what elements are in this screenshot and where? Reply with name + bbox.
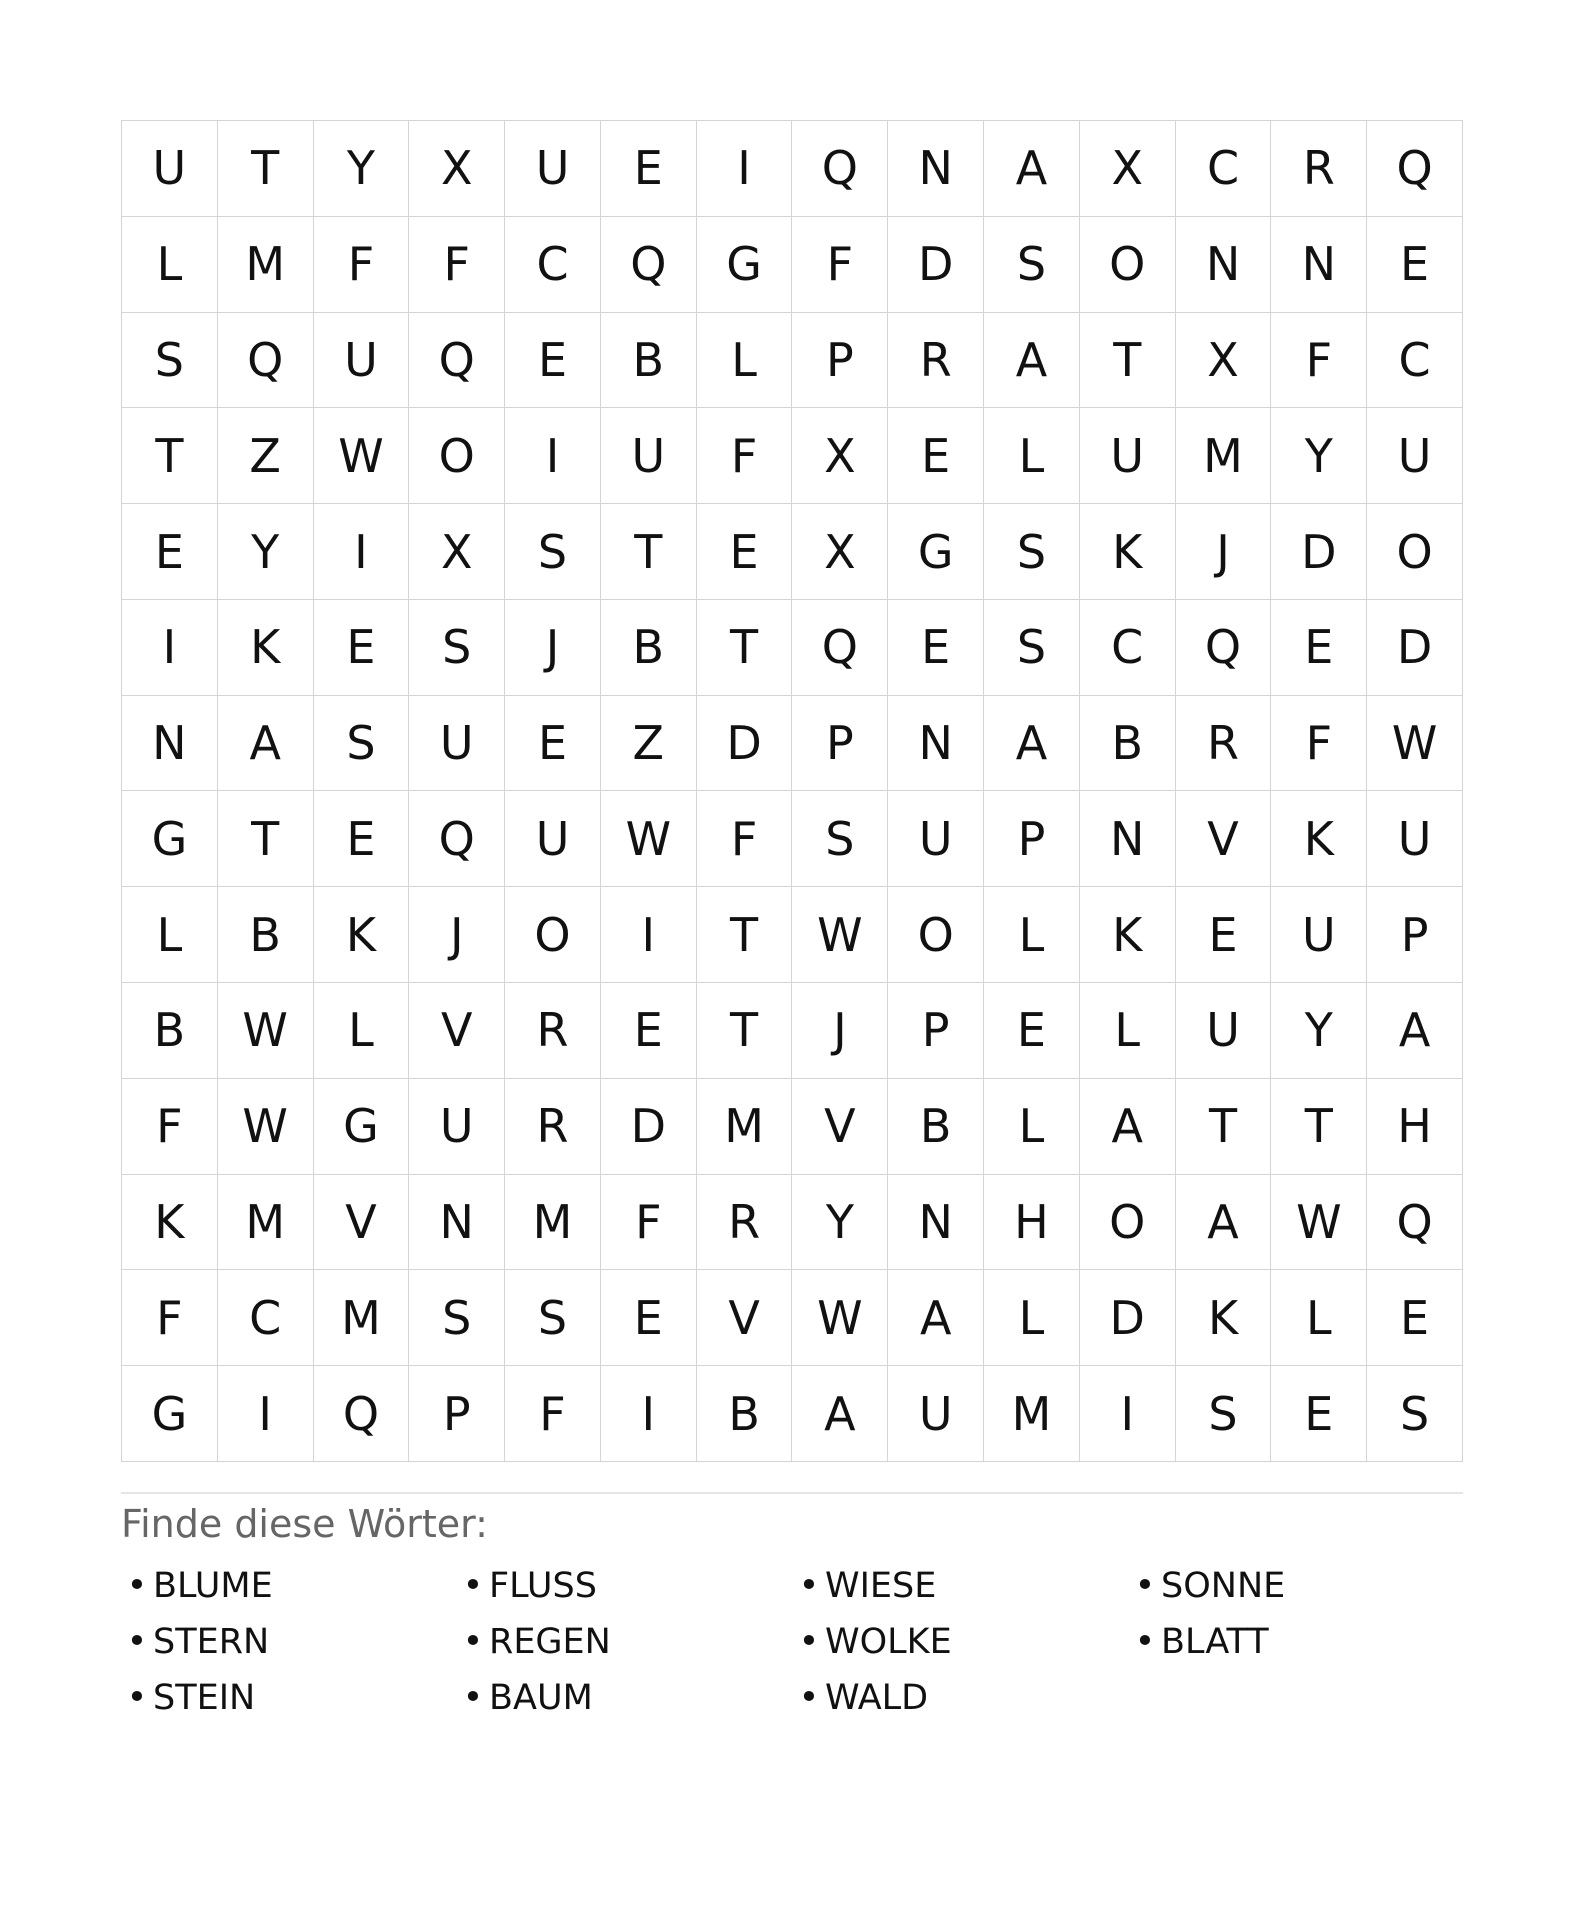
grid-cell[interactable]: L (984, 887, 1080, 983)
grid-cell[interactable]: Q (601, 217, 697, 313)
grid-cell[interactable]: R (888, 313, 984, 409)
grid-cell[interactable]: A (1176, 1175, 1272, 1271)
grid-cell[interactable]: J (1176, 504, 1272, 600)
grid-cell[interactable]: J (505, 600, 601, 696)
grid-cell[interactable]: E (601, 983, 697, 1079)
bullet: • (798, 1677, 820, 1718)
grid-cell[interactable]: E (1271, 600, 1367, 696)
grid-cell[interactable]: T (697, 600, 793, 696)
grid-cell[interactable]: L (314, 983, 410, 1079)
grid-cell[interactable]: F (122, 1270, 218, 1366)
grid-cell[interactable]: E (601, 1270, 697, 1366)
grid-cell[interactable]: G (122, 1366, 218, 1462)
word-list-item (793, 1564, 1129, 1607)
word-search-puzzle (121, 120, 1463, 1719)
grid-cell[interactable]: O (1080, 217, 1176, 313)
grid-cell[interactable]: N (1271, 217, 1367, 313)
grid-cell[interactable]: M (697, 1079, 793, 1175)
grid-cell[interactable]: E (1176, 887, 1272, 983)
word-label: WALD (825, 1677, 929, 1718)
grid-cell[interactable]: F (697, 791, 793, 887)
divider (121, 1492, 1463, 1494)
grid-cell[interactable]: C (1176, 121, 1272, 217)
grid-cell[interactable]: F (1271, 313, 1367, 409)
grid-cell[interactable]: T (601, 504, 697, 600)
grid-cell[interactable]: T (218, 791, 314, 887)
grid-cell[interactable]: Z (218, 408, 314, 504)
grid-cell[interactable]: M (1176, 408, 1272, 504)
grid-cell[interactable]: E (1271, 1366, 1367, 1462)
grid-cell[interactable]: I (601, 887, 697, 983)
grid-cell[interactable]: D (1367, 600, 1463, 696)
grid-cell[interactable]: T (1176, 1079, 1272, 1175)
grid-cell[interactable]: I (122, 600, 218, 696)
grid-cell[interactable]: B (1080, 696, 1176, 792)
grid-cell[interactable]: F (122, 1079, 218, 1175)
grid-cell[interactable]: I (314, 504, 410, 600)
grid-cell[interactable]: N (888, 121, 984, 217)
grid-cell[interactable]: V (409, 983, 505, 1079)
word-list-item (793, 1620, 1129, 1663)
letter-grid (121, 120, 1463, 1462)
word-label: SONNE (1161, 1565, 1286, 1606)
grid-cell[interactable]: I (505, 408, 601, 504)
grid-cell[interactable]: U (122, 121, 218, 217)
grid-cell[interactable]: N (1176, 217, 1272, 313)
grid-cell[interactable]: U (1367, 408, 1463, 504)
grid-cell[interactable]: Q (314, 1366, 410, 1462)
grid-cell[interactable]: F (1271, 696, 1367, 792)
grid-cell[interactable]: O (888, 887, 984, 983)
grid-cell[interactable]: A (1080, 1079, 1176, 1175)
word-list-item (121, 1676, 457, 1719)
grid-cell[interactable]: G (314, 1079, 410, 1175)
grid-cell[interactable]: K (218, 600, 314, 696)
word-list-title: Finde diese Wörter: (121, 1502, 488, 1546)
word-label: STERN (153, 1621, 270, 1662)
grid-cell[interactable]: L (122, 887, 218, 983)
grid-cell[interactable]: P (792, 696, 888, 792)
grid-cell[interactable]: P (1367, 887, 1463, 983)
bullet: • (462, 1621, 484, 1662)
grid-cell[interactable]: H (1367, 1079, 1463, 1175)
grid-cell[interactable]: N (122, 696, 218, 792)
grid-cell[interactable]: M (984, 1366, 1080, 1462)
grid-cell[interactable]: A (1367, 983, 1463, 1079)
grid-cell[interactable]: V (1176, 791, 1272, 887)
grid-cell[interactable]: S (984, 504, 1080, 600)
word-label: BLUME (153, 1565, 273, 1606)
grid-cell[interactable]: U (888, 1366, 984, 1462)
grid-cell[interactable]: E (888, 600, 984, 696)
grid-cell[interactable]: C (505, 217, 601, 313)
grid-cell[interactable]: M (218, 217, 314, 313)
grid-cell[interactable]: U (409, 1079, 505, 1175)
bullet: • (798, 1565, 820, 1606)
grid-cell[interactable]: T (1271, 1079, 1367, 1175)
bullet: • (126, 1677, 148, 1718)
grid-cell[interactable]: S (1176, 1366, 1272, 1462)
grid-cell[interactable]: K (1271, 791, 1367, 887)
grid-cell[interactable]: Q (1176, 600, 1272, 696)
grid-cell[interactable]: J (409, 887, 505, 983)
grid-cell[interactable]: F (505, 1366, 601, 1462)
grid-cell[interactable]: K (1176, 1270, 1272, 1366)
grid-cell[interactable]: D (697, 696, 793, 792)
grid-cell[interactable]: W (792, 1270, 888, 1366)
grid-cell[interactable]: W (218, 983, 314, 1079)
grid-cell[interactable]: T (218, 121, 314, 217)
grid-cell[interactable]: B (697, 1366, 793, 1462)
grid-cell[interactable]: E (505, 313, 601, 409)
grid-cell[interactable]: X (409, 121, 505, 217)
grid-cell[interactable]: D (601, 1079, 697, 1175)
grid-cell[interactable]: D (1271, 504, 1367, 600)
grid-cell[interactable]: F (697, 408, 793, 504)
word-label: REGEN (489, 1621, 611, 1662)
grid-cell[interactable]: T (1080, 313, 1176, 409)
bullet: • (1134, 1621, 1156, 1662)
grid-cell[interactable]: T (697, 887, 793, 983)
grid-cell[interactable]: L (984, 1079, 1080, 1175)
grid-cell[interactable]: L (1080, 983, 1176, 1079)
word-list-item (1129, 1564, 1465, 1607)
grid-cell[interactable]: U (1176, 983, 1272, 1079)
word-list-item (793, 1676, 1129, 1719)
grid-cell[interactable]: S (409, 600, 505, 696)
grid-cell[interactable]: X (792, 408, 888, 504)
bullet: • (126, 1565, 148, 1606)
bullet: • (462, 1677, 484, 1718)
grid-cell[interactable]: S (984, 217, 1080, 313)
bullet: • (462, 1565, 484, 1606)
grid-cell[interactable]: Z (601, 696, 697, 792)
word-list-item (1129, 1620, 1465, 1663)
grid-cell[interactable]: E (601, 121, 697, 217)
grid-cell[interactable]: S (1367, 1366, 1463, 1462)
grid-cell[interactable]: Y (1271, 408, 1367, 504)
grid-cell[interactable]: B (601, 313, 697, 409)
grid-cell[interactable]: U (1271, 887, 1367, 983)
word-label: FLUSS (489, 1565, 597, 1606)
grid-cell[interactable]: Y (218, 504, 314, 600)
grid-cell[interactable]: O (1367, 504, 1463, 600)
word-list-item (457, 1564, 793, 1607)
grid-cell[interactable]: C (1080, 600, 1176, 696)
grid-cell[interactable]: R (1176, 696, 1272, 792)
word-label: WIESE (825, 1565, 937, 1606)
grid-cell[interactable]: F (314, 217, 410, 313)
grid-cell[interactable]: M (505, 1175, 601, 1271)
grid-cell[interactable]: L (1271, 1270, 1367, 1366)
grid-cell[interactable]: G (697, 217, 793, 313)
grid-cell[interactable]: N (888, 696, 984, 792)
word-label: BLATT (1161, 1621, 1269, 1662)
grid-cell[interactable]: O (505, 887, 601, 983)
word-label: WOLKE (825, 1621, 952, 1662)
grid-cell[interactable]: U (888, 791, 984, 887)
grid-cell[interactable]: K (1080, 887, 1176, 983)
bullet: • (1134, 1565, 1156, 1606)
grid-cell[interactable]: A (792, 1366, 888, 1462)
grid-cell[interactable]: X (1080, 121, 1176, 217)
grid-cell[interactable]: W (601, 791, 697, 887)
grid-cell[interactable]: E (314, 791, 410, 887)
grid-cell[interactable]: A (888, 1270, 984, 1366)
grid-cell[interactable]: L (697, 313, 793, 409)
grid-cell[interactable]: K (122, 1175, 218, 1271)
grid-cell[interactable]: U (1367, 791, 1463, 887)
grid-cell[interactable]: E (1367, 1270, 1463, 1366)
grid-cell[interactable]: U (1080, 408, 1176, 504)
grid-cell[interactable]: L (122, 217, 218, 313)
grid-cell[interactable]: I (1080, 1366, 1176, 1462)
grid-cell[interactable]: Q (792, 121, 888, 217)
grid-cell[interactable]: B (122, 983, 218, 1079)
grid-cell[interactable]: U (505, 121, 601, 217)
grid-cell[interactable]: U (601, 408, 697, 504)
grid-cell[interactable]: R (697, 1175, 793, 1271)
grid-cell[interactable]: S (409, 1270, 505, 1366)
grid-cell[interactable]: Y (314, 121, 410, 217)
grid-cell[interactable]: S (314, 696, 410, 792)
grid-cell[interactable]: V (792, 1079, 888, 1175)
word-list-item (121, 1564, 457, 1607)
bullet: • (798, 1621, 820, 1662)
grid-cell[interactable]: C (218, 1270, 314, 1366)
grid-cell[interactable]: W (1271, 1175, 1367, 1271)
grid-cell[interactable]: E (122, 504, 218, 600)
grid-cell[interactable]: P (888, 983, 984, 1079)
word-label: STEIN (153, 1677, 256, 1718)
word-label: BAUM (489, 1677, 593, 1718)
grid-cell[interactable]: T (122, 408, 218, 504)
grid-cell[interactable]: S (505, 504, 601, 600)
grid-cell[interactable]: F (409, 217, 505, 313)
grid-cell[interactable]: X (792, 504, 888, 600)
grid-cell[interactable]: K (1080, 504, 1176, 600)
grid-cell[interactable]: N (888, 1175, 984, 1271)
grid-cell[interactable]: P (792, 313, 888, 409)
grid-cell[interactable]: W (218, 1079, 314, 1175)
grid-cell[interactable]: K (314, 887, 410, 983)
grid-cell[interactable]: B (888, 1079, 984, 1175)
grid-cell[interactable]: Q (409, 791, 505, 887)
word-list-item (457, 1620, 793, 1663)
grid-cell[interactable]: Q (792, 600, 888, 696)
grid-cell[interactable]: E (984, 983, 1080, 1079)
grid-cell[interactable]: W (792, 887, 888, 983)
grid-cell[interactable]: N (409, 1175, 505, 1271)
grid-cell[interactable]: A (984, 121, 1080, 217)
grid-cell[interactable]: H (984, 1175, 1080, 1271)
grid-cell[interactable]: G (888, 504, 984, 600)
grid-cell[interactable]: O (409, 408, 505, 504)
grid-cell[interactable]: A (984, 696, 1080, 792)
grid-cell[interactable]: L (984, 408, 1080, 504)
grid-cell[interactable]: Y (1271, 983, 1367, 1079)
grid-cell[interactable]: M (218, 1175, 314, 1271)
grid-cell[interactable]: Q (409, 313, 505, 409)
grid-cell[interactable]: J (792, 983, 888, 1079)
grid-cell[interactable]: I (697, 121, 793, 217)
grid-cell[interactable]: C (1367, 313, 1463, 409)
grid-cell[interactable]: E (888, 408, 984, 504)
grid-cell[interactable]: U (314, 313, 410, 409)
grid-cell[interactable]: F (601, 1175, 697, 1271)
grid-cell[interactable]: Q (1367, 1175, 1463, 1271)
grid-cell[interactable]: S (122, 313, 218, 409)
word-list (121, 1564, 1463, 1719)
grid-cell[interactable]: R (505, 1079, 601, 1175)
grid-cell[interactable]: E (505, 696, 601, 792)
grid-cell[interactable]: E (1367, 217, 1463, 313)
grid-cell[interactable]: W (1367, 696, 1463, 792)
grid-cell[interactable]: E (314, 600, 410, 696)
grid-cell[interactable]: V (697, 1270, 793, 1366)
grid-cell[interactable]: S (505, 1270, 601, 1366)
grid-cell[interactable]: S (792, 791, 888, 887)
grid-cell[interactable]: A (984, 313, 1080, 409)
grid-cell[interactable]: W (314, 408, 410, 504)
grid-cell[interactable]: I (601, 1366, 697, 1462)
grid-cell[interactable]: D (1080, 1270, 1176, 1366)
grid-cell[interactable]: B (601, 600, 697, 696)
grid-cell[interactable]: P (984, 791, 1080, 887)
grid-cell[interactable]: F (792, 217, 888, 313)
grid-cell[interactable]: X (1176, 313, 1272, 409)
grid-cell[interactable]: T (697, 983, 793, 1079)
grid-cell[interactable]: A (218, 696, 314, 792)
grid-cell[interactable]: N (1080, 791, 1176, 887)
word-list-item (457, 1676, 793, 1719)
grid-cell[interactable]: G (122, 791, 218, 887)
grid-cell[interactable]: P (409, 1366, 505, 1462)
bullet: • (126, 1621, 148, 1662)
grid-cell[interactable]: U (409, 696, 505, 792)
grid-cell[interactable]: V (314, 1175, 410, 1271)
grid-cell[interactable]: I (218, 1366, 314, 1462)
word-list-item (121, 1620, 457, 1663)
grid-cell[interactable]: X (409, 504, 505, 600)
grid-cell[interactable]: Q (1367, 121, 1463, 217)
grid-cell[interactable]: B (218, 887, 314, 983)
grid-cell[interactable]: Y (792, 1175, 888, 1271)
grid-cell[interactable]: R (1271, 121, 1367, 217)
grid-cell[interactable]: E (697, 504, 793, 600)
grid-cell[interactable]: L (984, 1270, 1080, 1366)
grid-cell[interactable]: O (1080, 1175, 1176, 1271)
grid-cell[interactable]: U (505, 791, 601, 887)
grid-cell[interactable]: D (888, 217, 984, 313)
grid-cell[interactable]: Q (218, 313, 314, 409)
grid-cell[interactable]: R (505, 983, 601, 1079)
grid-cell[interactable]: S (984, 600, 1080, 696)
grid-cell[interactable]: M (314, 1270, 410, 1366)
